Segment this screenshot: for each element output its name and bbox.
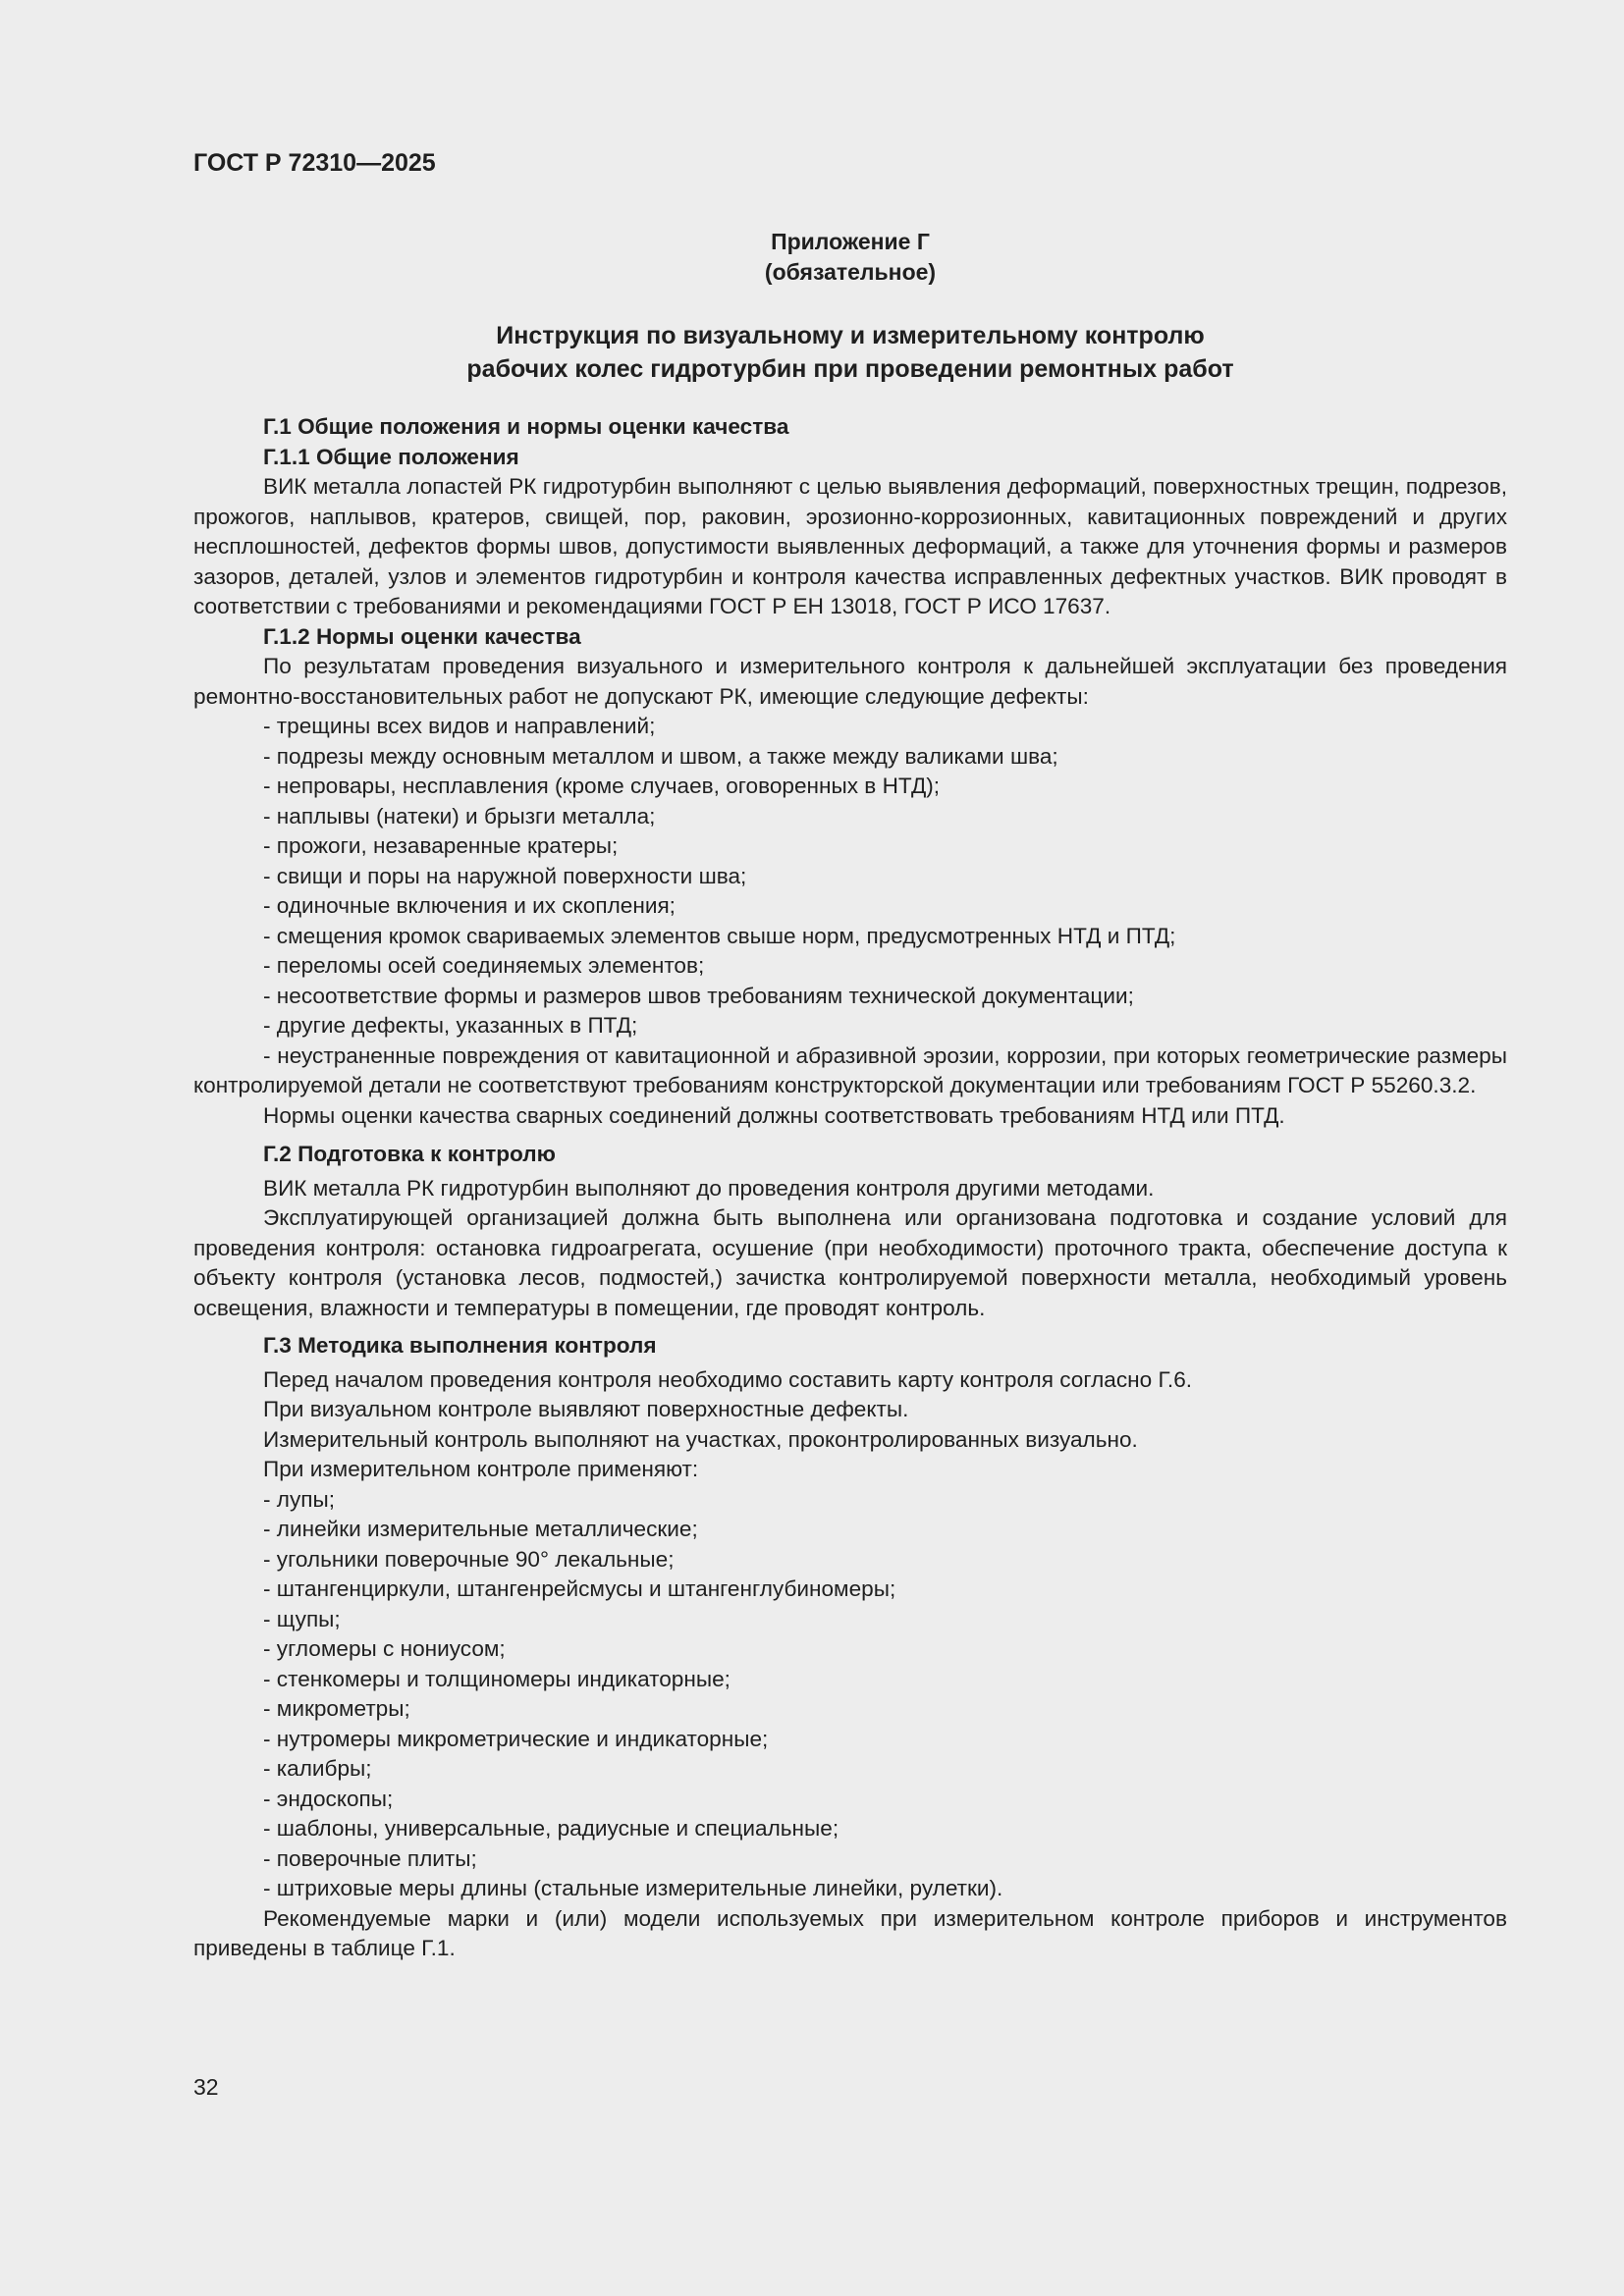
list-item: - лупы; [263, 1486, 336, 1512]
section-heading-g1-2: Г.1.2 Нормы оценки качества [263, 623, 581, 649]
paragraph-g3-3: Измерительный контроль выполняют на участках, проконтролированных визуально. [263, 1426, 1138, 1452]
document-id: ГОСТ Р 72310—2025 [193, 149, 436, 177]
list-item: - одиночные включения и их скопления; [263, 893, 676, 918]
list-item: - переломы осей соединяемых элементов; [263, 953, 705, 978]
list-item: - угольники поверочные 90° лекальные; [263, 1546, 675, 1572]
paragraph-g3-4: При измерительном контроле применяют: [263, 1457, 699, 1481]
list-item: - эндоскопы; [263, 1786, 394, 1811]
section-heading-g3: Г.3 Методика выполнения контроля [263, 1333, 657, 1358]
section-heading-g2: Г.2 Подготовка к контролю [263, 1142, 556, 1166]
paragraph-g3-2: При визуальном контроле выявляют поверхностные дефекты. [263, 1397, 909, 1421]
list-item: - неустраненные повреждения от кавитационной и абразивной эрозии, коррозии, при которых геометрические размеры контролируемой детали не соответствуют требованиям конструкторской документации или требованиям ГОСТ Р 55260.3.2. [193, 1042, 1507, 1097]
document-body [193, 412, 1507, 1964]
annex-title [193, 227, 1507, 288]
list-item: - линейки измерительные металлические; [263, 1517, 698, 1541]
list-item: - непровары, несплавления (кроме случаев, оговоренных в НТД); [263, 774, 941, 798]
paragraph-g2-2: Эксплуатирующей организацией должна быть выполнена или организована подготовка и создание условий для проведения контроля: остановка гидроагрегата, осушение (при необходимости) проточного тракта, обеспечение доступа к объекту контроля (установка лесов, подмостей,) зачистка контролируемой поверхности металла, необходимый уровень освещения, влажности и температуры в помещении, где проводят контроль. [193, 1205, 1507, 1320]
paragraph-g2-1: ВИК металла РК гидротурбин выполняют до проведения контроля другими методами. [263, 1175, 1155, 1201]
defects-list [193, 712, 1507, 1101]
list-item: - шаблоны, универсальные, радиусные и специальные; [263, 1816, 839, 1841]
list-item: - свищи и поры на наружной поверхности шва; [263, 863, 747, 888]
paragraph-g3-final: Рекомендуемые марки и (или) модели используемых при измерительном контроле приборов и инструментов приведены в таблице Г.1. [193, 1905, 1507, 1960]
list-item: - угломеры с нониусом; [263, 1636, 506, 1661]
list-item: - штриховые меры длины (стальные измерительные линейки, рулетки). [263, 1876, 1003, 1900]
list-item: - нутромеры микрометрические и индикаторные; [263, 1726, 769, 1751]
list-item: - подрезы между основным металлом и швом, а также между валиками шва; [263, 743, 1058, 769]
section-heading-g1-1: Г.1.1 Общие положения [263, 444, 519, 469]
list-item: - прожоги, незаваренные кратеры; [263, 833, 619, 858]
annex-status: (обязательное) [764, 259, 937, 285]
annex-label: Приложение Г [771, 229, 930, 254]
section-heading-g1: Г.1 Общие положения и нормы оценки качества [263, 414, 789, 439]
list-item: - стенкомеры и толщиномеры индикаторные; [263, 1666, 731, 1691]
page-number: 32 [193, 2074, 219, 2100]
list-item: - другие дефекты, указанных в ПТД; [263, 1013, 638, 1038]
list-item: - калибры; [263, 1756, 372, 1781]
list-item: - штангенциркули, штангенрейсмусы и штангенглубиномеры; [263, 1576, 896, 1601]
list-item: - трещины всех видов и направлений; [263, 714, 656, 738]
list-item: - наплывы (натеки) и брызги металла; [263, 803, 656, 828]
paragraph-g1-2-intro: По результатам проведения визуального и измерительного контроля к дальнейшей эксплуатации без проведения ремонтно-восстановительных работ не допускают РК, имеющие следующие дефекты: [193, 654, 1507, 709]
annex-heading-line-2: рабочих колес гидротурбин при проведении ремонтных работ [466, 355, 1234, 383]
tools-list [193, 1485, 1507, 1904]
paragraph-norms: Нормы оценки качества сварных соединений должны соответствовать требованиям НТД или ПТД. [263, 1102, 1285, 1128]
list-item: - поверочные плиты; [263, 1845, 477, 1871]
list-item: - несоответствие формы и размеров швов требованиям технической документации; [263, 983, 1134, 1008]
list-item: - смещения кромок свариваемых элементов свыше норм, предусмотренных НТД и ПТД; [263, 923, 1176, 948]
list-item: - щупы; [263, 1606, 341, 1631]
list-item: - микрометры; [263, 1696, 410, 1721]
paragraph-g1-1: ВИК металла лопастей РК гидротурбин выполняют с целью выявления деформаций, поверхностных трещин, подрезов, прожогов, наплывов, кратеров, свищей, пор, раковин, эрозионно-коррозионных, кавитационных повреждений и других несплошностей, дефектов формы швов, допустимости выявленных деформаций, а также для уточнения формы и размеров зазоров, деталей, узлов и элементов гидротурбин и контроля качества исправленных дефектных участков. ВИК проводят в соответствии с требованиями и рекомендациями ГОСТ Р ЕН 13018, ГОСТ Р ИСО 17637. [193, 474, 1507, 618]
annex-heading [193, 319, 1507, 386]
annex-heading-line-1: Инструкция по визуальному и измерительному контролю [496, 322, 1205, 349]
paragraph-g3-1: Перед началом проведения контроля необходимо составить карту контроля согласно Г.6. [263, 1366, 1193, 1392]
